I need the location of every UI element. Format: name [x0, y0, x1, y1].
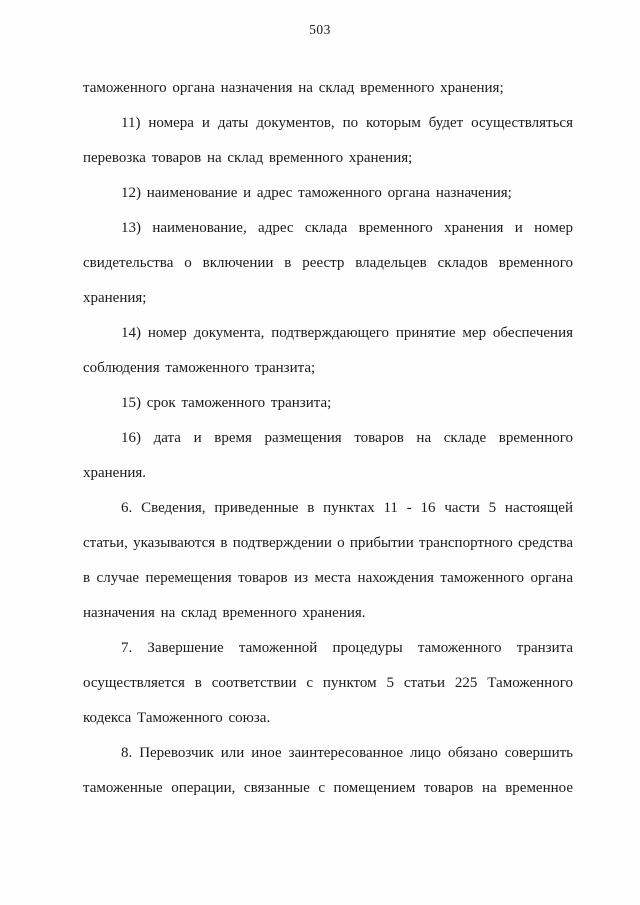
text-line: назначения на склад временного хранения.: [83, 605, 366, 621]
text-line: 11) номера и даты документов, по которым будет осуществляться: [121, 115, 573, 131]
text-line: кодекса Таможенного союза.: [83, 710, 271, 726]
text-line: в случае перемещения товаров из места нахождения таможенного органа: [83, 570, 573, 586]
text-line: соблюдения таможенного транзита;: [83, 360, 316, 376]
text-line: статьи, указываются в подтверждении о прибытии транспортного средства: [83, 535, 573, 551]
paragraph: [83, 631, 573, 736]
paragraph: [83, 176, 573, 211]
text-line: осуществляется в соответствии с пунктом 5 статьи 225 Таможенного: [83, 675, 573, 691]
text-line: таможенного органа назначения на склад временного хранения;: [83, 80, 504, 96]
paragraph: [83, 71, 573, 106]
text-line: 14) номер документа, подтверждающего принятие мер обеспечения: [121, 325, 573, 341]
text-line: 15) срок таможенного транзита;: [121, 395, 332, 411]
text-line: 7. Завершение таможенной процедуры таможенного транзита: [121, 640, 573, 656]
paragraph: [83, 736, 573, 806]
text-line: 16) дата и время размещения товаров на складе временного: [121, 430, 573, 446]
document-body: [83, 71, 573, 806]
text-line: 13) наименование, адрес склада временного хранения и номер: [121, 220, 573, 236]
paragraph: [83, 386, 573, 421]
paragraph: [83, 106, 573, 176]
paragraph: [83, 316, 573, 386]
paragraph: [83, 421, 573, 491]
text-line: 8. Перевозчик или иное заинтересованное лицо обязано совершить: [121, 745, 573, 761]
text-line: свидетельства о включении в реестр владельцев складов временного: [83, 255, 573, 271]
text-line: хранения;: [83, 290, 147, 306]
text-line: 6. Сведения, приведенные в пунктах 11 - 16 части 5 настоящей: [121, 500, 573, 516]
paragraph: [83, 491, 573, 631]
text-line: 12) наименование и адрес таможенного органа назначения;: [121, 185, 512, 201]
page-number: 503: [309, 22, 331, 37]
text-line: таможенные операции, связанные с помещением товаров на временное: [83, 780, 573, 796]
text-line: перевозка товаров на склад временного хранения;: [83, 150, 413, 166]
paragraph: [83, 211, 573, 316]
text-line: хранения.: [83, 465, 147, 481]
